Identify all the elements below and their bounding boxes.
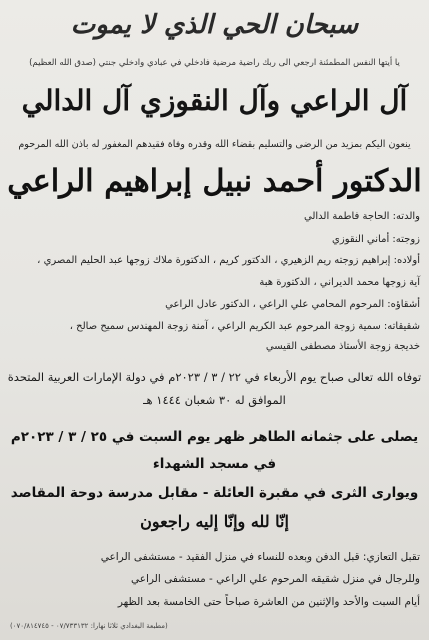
quran-phrase: إنّا لله وإنّا إليه راجعون xyxy=(140,512,289,531)
printer-credit-text: (مطبعة البغدادي ثلاثا نهارا: ٠٧/٧٣٣١٣٢ - ٠٧٠/٨١٤٧٤٥) xyxy=(10,622,168,630)
death-date-line: توفاه الله تعالى صباح يوم الأربعاء في ٢٢ / ٣ / ٢٠٢٣م في دولة الإمارات العربية المتحدة xyxy=(7,370,422,384)
printer-credit xyxy=(10,622,420,630)
condolences-days: أيام السبت والأحد والإثنين من العاشرة صباحاً حتى الخامسة بعد الظهر xyxy=(117,596,420,608)
relative-children: أولاده: إبراهيم زوجته ريم الزهيري ، الدكتور كريم ، الدكتورة ملاك زوجها عبد الحليم المصري ، xyxy=(37,255,420,266)
relative-children-continued: آية زوجها محمد الديراني ، الدكتورة هبة xyxy=(259,277,420,288)
announcement-intro: ينعون اليكم بمزيد من الرضى والتسليم بقضاء الله وقدره وفاة فقيدهم المغفور له باذن الله المرحوم xyxy=(18,139,411,150)
condolences-men: وللرجال في منزل شقيقه المرحوم علي الراعي - مستشفى الراعي xyxy=(130,573,420,585)
deceased-name: الدكتور أحمد نبيل إبراهيم الراعي xyxy=(7,163,422,199)
funeral-prayer-mosque: في مسجد الشهداء xyxy=(152,456,277,472)
condolences-women: تقبل التعازي: قبل الدفن وبعده للنساء في منزل الفقيد - مستشفى الراعي xyxy=(100,551,420,563)
family-names: آل الراعي وآل النقوزي آل الدالي xyxy=(21,84,408,117)
relative-mother: والدته: الحاجة فاطمة الدالي xyxy=(304,211,420,222)
relative-sisters: شقيقاته: سمية زوجة المرحوم عبد الكريم الراعي ، آمنة زوجة المهندس سميح صالح ، xyxy=(69,321,420,332)
calligraphy-header xyxy=(0,4,429,56)
burial-location: ويوارى الثرى في مقبرة العائلة - مقابل مدرسة دوحة المقاصد xyxy=(10,485,419,501)
relative-brothers: أشقاؤه: المرحوم المحامي علي الراعي ، الدكتور عادل الراعي xyxy=(165,299,420,310)
relative-sisters-continued: خديجة زوجة الأستاذ مصطفى القيسي xyxy=(265,341,420,352)
calligraphy-text: سبحان الحي الذي لا يموت xyxy=(70,10,359,40)
hijri-date-line: الموافق له ٣٠ شعبان ١٤٤٤ هـ xyxy=(143,393,286,407)
quran-verse: يا أيتها النفس المطمئنة ارجعي الى ربك راضية مرضية فادخلي في عبادي وادخلي جنتي (صدق الله العظيم) xyxy=(29,58,400,68)
relative-wife: زوجته: أماني النقوزي xyxy=(332,234,420,245)
funeral-prayer-time: يصلى على جثمانه الطاهر ظهر يوم السبت في ٢٥ / ٣ / ٢٠٢٣م xyxy=(10,429,419,445)
